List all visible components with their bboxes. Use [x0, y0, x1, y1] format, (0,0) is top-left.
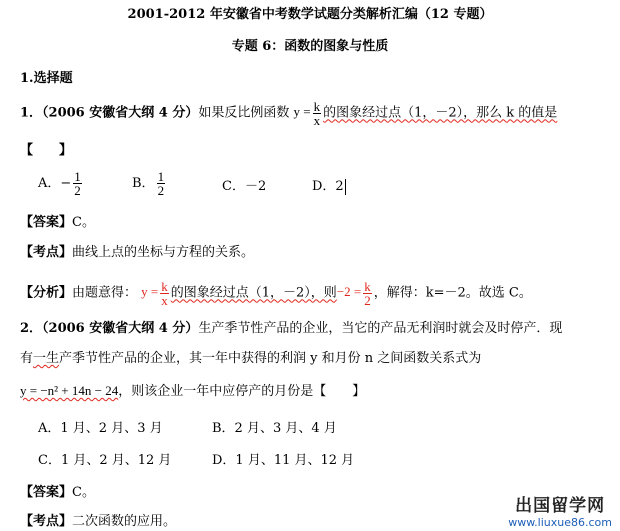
- site-watermark: [508, 491, 612, 529]
- q2-knowledge-point: 【考点】二次函数的应用。: [20, 514, 177, 529]
- q1-option-b: B． $\frac{1}{2}$: [132, 169, 165, 198]
- q2-option-b: B．2 月、3 月、4 月: [212, 421, 337, 436]
- q2-formula: y = −n² + 14n − 24: [20, 383, 119, 398]
- text-cursor: [345, 179, 346, 195]
- question-1: [20, 100, 557, 127]
- watermark-text: 出国留学网: [515, 496, 606, 516]
- q1-option-c: C．－2: [222, 179, 267, 194]
- question-2-line-1: 2．（2006 安徽省大纲 4 分）生产季节性产品的企业，当它的产品无利润时就会及时停产．现: [20, 321, 563, 336]
- watermark-url: www.liuxue86.com: [508, 516, 612, 529]
- question-2-line-2: 有一生产季节性产品的企业，其一年中获得的利润 y 和月份 n 之间函数关系式为: [20, 351, 482, 366]
- q1-prefix: 1．（2006 安徽省大纲 4 分）: [20, 105, 199, 121]
- question-2-line-3: y = −n² + 14n − 24，则该企业一年中应停产的月份是【 】: [20, 383, 366, 399]
- section-heading: 1.选择题: [20, 71, 73, 86]
- analysis-formula-2: −2 = $\frac{k}{2}$: [336, 279, 371, 308]
- q1-analysis: 【分析】由题意得： y = $\frac{k}{x}$ 的图象经过点（1，－2），则−2 = $\frac{k}{2}$ ，解得：k=－2。故选 C。: [20, 279, 532, 308]
- q1-option-d: D．2: [312, 179, 344, 194]
- q1-knowledge-point: 【考点】曲线上点的坐标与方程的关系。: [20, 245, 255, 260]
- q1-option-a: A．− $\frac{1}{2}$: [38, 169, 81, 198]
- q1-text-a: 如果反比例函数: [198, 105, 290, 121]
- q1-bracket: 【 】: [20, 143, 73, 158]
- q1-formula: y = $\frac{k}{x}$: [293, 99, 321, 128]
- q1-text-b: 的图象经过点（1，－2），那么 k 的值是: [323, 105, 558, 121]
- q2-prefix: 2．（2006 安徽省大纲 4 分）: [20, 321, 199, 336]
- q2-option-d: D．1 月、11 月、12 月: [212, 453, 355, 468]
- topic-subtitle: 专题 6：函数的图象与性质: [231, 39, 389, 54]
- analysis-formula-1: y = $\frac{k}{x}$: [141, 279, 168, 308]
- q1-answer: 【答案】C。: [20, 215, 95, 230]
- document-title: 2001-2012 年安徽省中考数学试题分类解析汇编（12 专题）: [127, 7, 493, 22]
- q2-option-c: C．1 月、2 月、12 月: [38, 453, 172, 468]
- q2-answer: 【答案】C。: [20, 485, 95, 500]
- q2-option-a: A．1 月、2 月、3 月: [38, 421, 163, 436]
